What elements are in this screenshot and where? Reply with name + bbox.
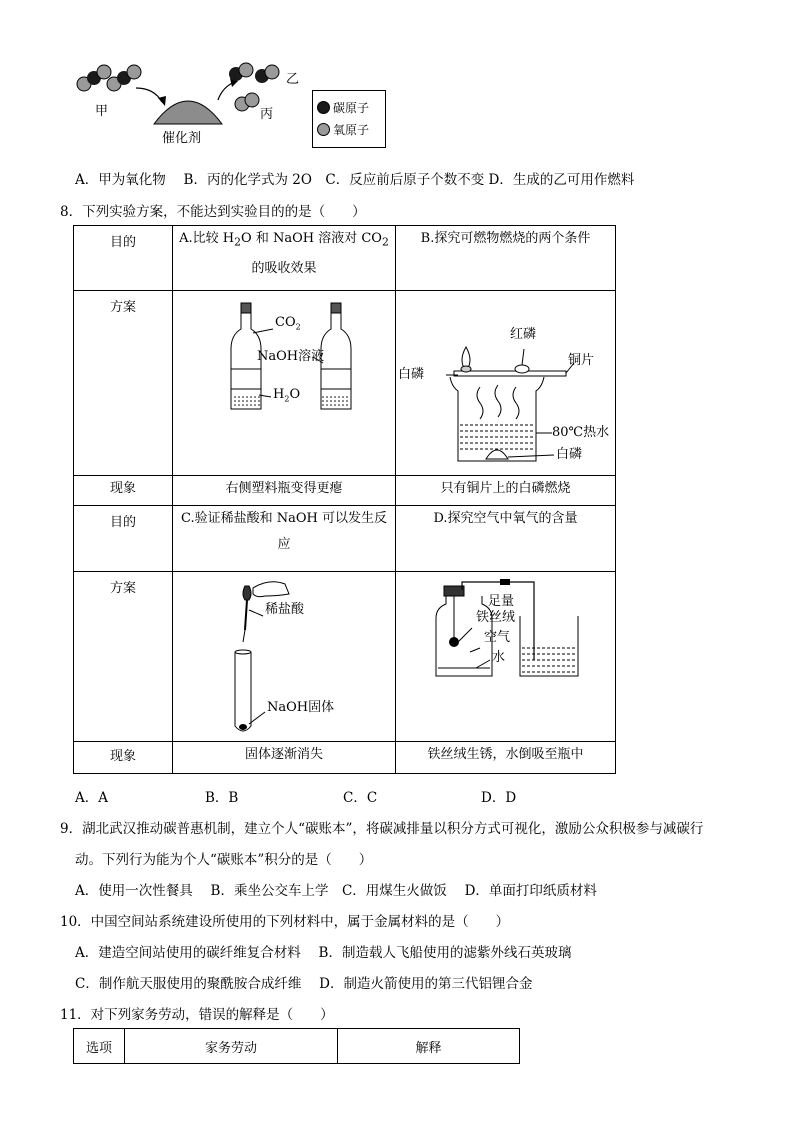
label-white-phosphorus-2: 白磷 [556, 447, 583, 462]
goal-c-line1: C.验证稀盐酸和 NaOH 可以发生反 [180, 511, 387, 526]
legend-carbon [317, 99, 369, 116]
clamp [500, 579, 510, 585]
atom-legend [312, 90, 386, 148]
left-bottle-water [232, 395, 260, 408]
test-tube [235, 652, 251, 731]
label-water: 水 [492, 650, 506, 665]
goal-c-line2: 应 [277, 537, 291, 552]
label-copper: 铜片 [568, 353, 595, 368]
q11-header-option: 选项 [74, 1029, 125, 1064]
phenomenon-a: 右侧塑料瓶变得更瘪 [173, 476, 396, 506]
legend-carbon-label: 碳原子 [333, 101, 370, 115]
arrow-in [136, 88, 162, 102]
plan-d [396, 572, 616, 742]
label-hot-water: 80℃热水 [552, 425, 610, 440]
phenomenon-d: 铁丝绒生锈，水倒吸至瓶中 [396, 742, 616, 774]
goal-c [173, 506, 396, 572]
label-white-phosphorus: 白磷 [398, 367, 425, 382]
plan-a [173, 291, 396, 476]
water-leader [476, 660, 490, 668]
oxygen-atom [127, 65, 141, 79]
vapor-line [495, 385, 501, 417]
beaker-water [522, 648, 576, 672]
iron-wool [449, 637, 459, 647]
row-label-phenomenon-2: 现象 [74, 742, 173, 774]
q8-answer-b: B．B [205, 790, 239, 806]
label-jia: 甲 [95, 104, 109, 119]
goal-a-sub2: 2 [381, 235, 389, 249]
row-label-plan: 方案 [74, 291, 173, 476]
red-phosphorus [515, 365, 529, 373]
q8-table [73, 225, 616, 774]
goal-a [173, 226, 396, 291]
goal-a-part1: A.比较 H [179, 231, 235, 246]
iron-leader [458, 628, 472, 642]
label-yi: 乙 [286, 72, 300, 87]
underwater-white-phosphorus [486, 450, 508, 459]
label-air: 空气 [484, 630, 511, 645]
red-p-leader [522, 349, 524, 365]
label-h2o: $H_2O$ [273, 387, 301, 404]
naoh-solid [239, 724, 247, 730]
q11-table [73, 1028, 520, 1064]
q9-stem-line1: 9．湖北武汉推动碳普惠机制，建立个人“碳账本”，将碳减排量以积分方式可视化，激励公众积极参与减碳行 [60, 821, 704, 837]
phenomenon-c: 固体逐渐消失 [173, 742, 396, 774]
label-naoh-solution: NaOH溶液 [257, 349, 325, 364]
q8-answer-a: A．A [75, 790, 108, 806]
test-tube-mouth [235, 650, 251, 654]
q10-options-line2: C．制作航天服使用的聚酰胺合成纤维 D．制造火箭使用的第三代铝锂合金 [75, 976, 533, 992]
q8-answer-d: D．D [481, 790, 517, 806]
right-bottle-solution [322, 395, 350, 408]
white-p2-leader [508, 455, 554, 457]
hcl-leader [249, 610, 263, 616]
label-iron-wool: 铁丝绒 [476, 610, 516, 625]
carbon-atom-icon [317, 101, 330, 114]
oxygen-atom [239, 63, 253, 77]
right-bottle [321, 313, 351, 409]
dropper-bulb [243, 586, 251, 600]
oxygen-atom-icon [317, 123, 330, 136]
hand-icon [253, 582, 289, 597]
copper-plate [454, 371, 566, 376]
goal-a-line2: 的吸收效果 [251, 260, 317, 276]
dropper-tube [245, 600, 247, 630]
goal-a-sub1: 2 [234, 235, 242, 249]
phenomenon-b: 只有铜片上的白磷燃烧 [396, 476, 616, 506]
q10-options-line1: A．建造空间站使用的碳纤维复合材料 B．制造载人飞船使用的滤紫外线石英玻璃 [75, 945, 572, 961]
q9-stem-line2: 动。下列行为能为个人“碳账本”积分的是（ ） [75, 852, 373, 868]
air-leader [470, 648, 480, 652]
row-label-plan-2: 方案 [74, 572, 173, 742]
label-bing: 丙 [260, 107, 274, 122]
label-catalyst: 催化剂 [162, 131, 202, 146]
q11-stem: 11．对下列家务劳动，错误的解释是（ ） [60, 1007, 334, 1023]
goal-b: B.探究可燃物燃烧的两个条件 [396, 226, 616, 291]
vapor-line [513, 387, 519, 419]
beaker-d [520, 616, 578, 676]
oxygen-atom [265, 65, 279, 79]
right-bottle-cap [331, 303, 341, 313]
dropper-tip [243, 630, 245, 642]
legend-oxygen [317, 121, 369, 138]
hot-water [460, 425, 534, 449]
row-label-goal-2: 目的 [74, 506, 173, 572]
white-phosphorus-top [461, 366, 471, 372]
q9-options: A．使用一次性餐具 B．乘坐公交车上学 C．用煤生火做饭 D．单面打印纸质材料 [75, 883, 597, 899]
q8-answer-c: C．C [343, 790, 378, 806]
stopper [444, 586, 464, 596]
co2-leader [253, 329, 273, 333]
label-co2: $CO_2$ [275, 315, 301, 332]
beaker [450, 377, 544, 461]
oxygen-atom [245, 93, 259, 107]
row-label-phenomenon: 现象 [74, 476, 173, 506]
label-red-phosphorus: 红磷 [510, 327, 537, 342]
q7-options: A．甲为氧化物 B．丙的化学式为 2O C．反应前后原子个数不变 D．生成的乙可用作燃料 [75, 172, 635, 188]
oxygen-atom [97, 65, 111, 79]
q8-stem: 8．下列实验方案，不能达到实验目的的是（ ） [60, 204, 366, 220]
vapor-line [477, 387, 483, 419]
goal-a-part2: O 和 NaOH 溶液对 CO [241, 231, 382, 246]
label-naoh-solid: NaOH固体 [267, 700, 335, 715]
goal-d: D.探究空气中氧气的含量 [396, 506, 616, 572]
left-bottle-cap [241, 303, 251, 313]
plan-c [173, 572, 396, 742]
plan-b [396, 291, 616, 476]
q10-stem: 10．中国空间站系统建设所使用的下列材料中，属于金属材料的是（ ） [60, 914, 510, 930]
q11-header-explanation: 解释 [338, 1029, 520, 1064]
combustion-diagram [396, 291, 618, 471]
row-label-goal: 目的 [74, 226, 173, 291]
label-hcl: 稀盐酸 [265, 602, 305, 617]
label-enough: 足量 [488, 594, 515, 609]
q11-header-chore: 家务劳动 [125, 1029, 338, 1064]
legend-oxygen-label: 氧原子 [333, 123, 370, 137]
